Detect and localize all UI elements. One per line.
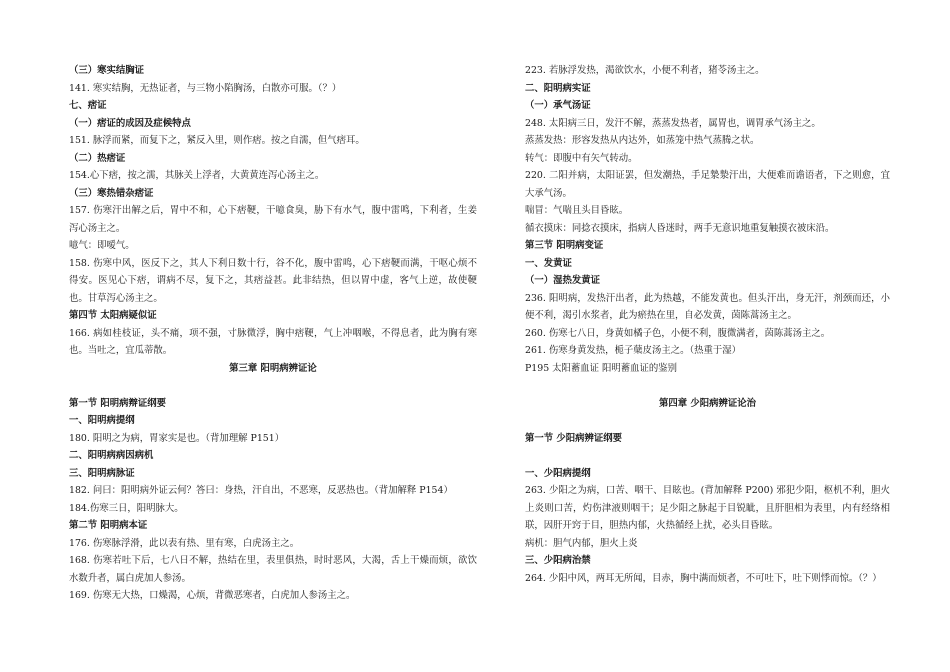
text-paragraph: 病机：胆气内郁，胆火上炎	[525, 537, 638, 549]
heading: 七、痞证	[69, 100, 107, 111]
heading: 第一节 少阳病辨证纲要	[525, 432, 623, 444]
chapter-title: 第四章 少阳病辨证论治	[658, 397, 756, 409]
heading: （一）湿热发黄证	[525, 275, 601, 286]
text-paragraph: 141. 寒实结胸，无热证者，与三物小陷胸汤，白散亦可服。（？）	[69, 82, 342, 94]
heading: 二、阳明病病因病机	[69, 450, 154, 461]
heading: 三、阳明病脉证	[69, 467, 135, 479]
heading: 一、发黄证	[525, 257, 572, 269]
text-paragraph: 166. 病如桂枝证，头不痛，项不强，寸脉微浮，胸中痞鞕，气上冲咽喉，不得息者，此为胸有寒也。当吐之，宜瓜蒂散。	[69, 327, 477, 356]
heading: （二）热痞证	[69, 152, 126, 164]
text-paragraph: 151. 脉浮而紧，而复下之，紧反入里，则作痞。按之自濡，但气痞耳。	[69, 135, 365, 146]
heading: 一、阳明病提纲	[69, 415, 135, 426]
text-paragraph: 噫气：即嗳气。	[69, 240, 135, 251]
heading: 三、少阳病治禁	[525, 555, 591, 566]
text-paragraph: 182. 问曰：阳明病外证云何？答曰：身热，汗自出，不恶寒，反恶热也。（背加解释 P154）	[69, 485, 453, 496]
text-paragraph: 263. 少阳之为病，口苦、咽干、目眩也。(背加解释 P200) 邪犯少阳，枢机不利，胆火上炎则口苦，灼伤津液则咽干；足少阳之脉起于目锐眦，且肝胆相为表里，内有经络相联，因肝开窍于目，胆热内郁，火热循经上扰，必头目昏眩。	[525, 485, 890, 531]
text-paragraph: 180. 阳明之为病，胃家实是也。（背加理解 P151）	[69, 432, 285, 444]
heading: （三）寒热错杂痞证	[69, 187, 154, 199]
heading: （一）痞证的成因及症候特点	[69, 117, 191, 129]
heading: （三）寒实结胸证	[69, 65, 145, 76]
text-paragraph: 223. 若脉浮发热，渴欲饮水，小便不利者，猪苓汤主之。	[525, 65, 765, 76]
heading: 第四节 太阳病疑似证	[69, 310, 157, 321]
heading: 第一节 阳明病辩证纲要	[69, 397, 167, 409]
right-column	[525, 62, 890, 587]
heading: 第三节 阳明病变证	[525, 240, 604, 251]
text-paragraph: 184.伤寒三日，阳明脉大。	[69, 502, 184, 514]
blank-line	[525, 412, 890, 430]
text-paragraph: 157. 伤寒汗出解之后，胃中不和，心下痞鞕，干噫食臭，胁下有水气，腹中雷鸣，下利者，生姜泻心汤主之。	[69, 205, 477, 234]
blank-line	[525, 377, 890, 395]
heading: 一、少阳病提纲	[525, 467, 591, 479]
text-paragraph: 260. 伤寒七八日，身黄如橘子色，小便不利，腹微满者，茵陈蒿汤主之。	[525, 327, 831, 339]
text-paragraph: 248. 太阳病三日，发汗不解，蒸蒸发热者，属胃也，调胃承气汤主之。	[525, 117, 821, 129]
text-paragraph: 261. 伤寒身黄发热，栀子蘖皮汤主之。（热重于湿）	[525, 345, 742, 356]
text-paragraph: 220. 二阳并病，太阳证罢，但发潮热，手足漐漐汗出，大便难而谵语者，下之则愈，宜大承气汤。	[525, 170, 890, 199]
text-paragraph: 158. 伤寒中风，医反下之，其人下利日数十行，谷不化，腹中雷鸣，心下痞鞕而满，干呕心烦不得安。医见心下痞，谓病不尽，复下之，其痞益甚。此非结热，但以胃中虚，客气上逆，故使鞕也。甘草泻心汤主之。	[69, 257, 477, 304]
text-paragraph: 154.心下痞，按之濡，其脉关上浮者，大黄黄连泻心汤主之。	[69, 170, 325, 181]
blank-line	[525, 447, 890, 465]
heading: 第二节 阳明病本证	[69, 520, 148, 531]
text-paragraph: 168. 伤寒若吐下后，七八日不解，热结在里，表里俱热，时时恶风，大渴，舌上干燥而烦，欲饮水数升者，属白虎加人参汤。	[69, 555, 477, 584]
text-paragraph: 176. 伤寒脉浮滑，此以表有热、里有寒，白虎汤主之。	[69, 537, 300, 549]
text-paragraph: 236. 阳明病，发热汗出者，此为热越，不能发黄也。但头汗出，身无汗，剂颈而还，小便不利，渴引水浆者，此为瘀热在里，自必发黄，茵陈蒿汤主之。	[525, 292, 890, 321]
text-paragraph: 转气：即腹中有矢气转动。	[525, 152, 638, 164]
text-paragraph: 蒸蒸发热：形容发热从内达外，如蒸笼中热气蒸腾之状。	[525, 135, 760, 146]
left-column	[69, 62, 477, 605]
text-paragraph: P195 太阳蓄血证 阳明蓄血证的鉴别	[525, 362, 678, 374]
heading: （一）承气汤证	[525, 100, 591, 111]
heading: 二、阳明病实证	[525, 82, 591, 94]
chapter-title: 第三章 阳明病辨证论	[229, 362, 317, 374]
text-paragraph: 264. 少阳中风，两耳无所闻，目赤，胸中满而烦者，不可吐下，吐下则悸而惊。（？）	[525, 572, 882, 584]
blank-line	[69, 377, 477, 395]
text-paragraph: 169. 伤寒无大热，口燥渴，心烦，背微恶寒者，白虎加人参汤主之。	[69, 590, 356, 601]
text-paragraph: 循衣摸床：同捻衣摸床，指病人昏迷时，两手无意识地重复触摸衣被床沿。	[525, 222, 835, 234]
text-paragraph: 喘冒：气喘且头目昏眩。	[525, 205, 629, 216]
